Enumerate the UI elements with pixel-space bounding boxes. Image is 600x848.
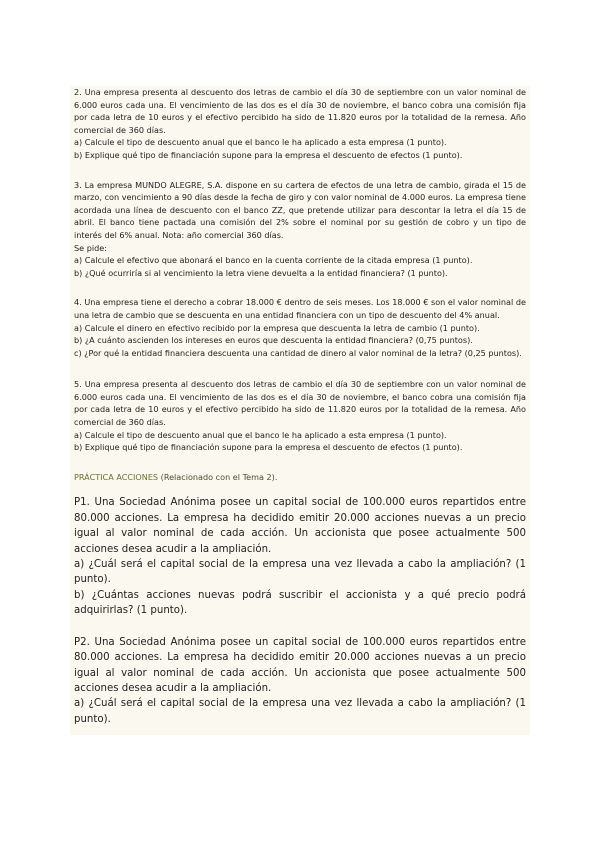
question-a: a) Calcule el efectivo que abonará el banco en la cuenta corriente de la citada empresa (1 punto). bbox=[74, 255, 473, 266]
question-b: b) Explique qué tipo de financiación supone para la empresa el descuento de efectos (1 punto). bbox=[74, 442, 463, 453]
problem-prompt: Se pide: bbox=[74, 242, 107, 253]
question-b: b) ¿Qué ocurriría si al vencimiento la letra viene devuelta a la entidad financiera? (1 punto). bbox=[74, 267, 448, 278]
question-a: a) ¿Cuál será el capital social de la empresa una vez llevada a cabo la ampliación? (1 punto). bbox=[74, 698, 526, 725]
question-b: b) Explique qué tipo de financiación supone para la empresa el descuento de efectos (1 punto). bbox=[74, 149, 463, 160]
problem-statement: 4. Una empresa tiene el derecho a cobrar 18.000 € dentro de seis meses. Los 18.000 € son el valor nominal de una letra de cambio que se descuenta en una entidad financiera con un tipo de descuento del 4% anual. bbox=[74, 297, 526, 320]
page-content bbox=[74, 86, 526, 735]
question-a: a) Calcule el dinero en efectivo recibido por la empresa que descuenta la letra de cambio (1 punto). bbox=[74, 322, 480, 333]
section-title-text: PRÁCTICA ACCIONES bbox=[74, 471, 159, 482]
problem-statement: 2. Una empresa presenta al descuento dos letras de cambio el día 30 de septiembre con un valor nominal de 6.000 euros cada una. El vencimiento de las dos es el día 30 de noviembre, el banco cobra una comisión fija por cada letra de 10 euros y el efectivo percibido ha sido de 11.820 euros por la totalidad de la remesa. Año comercial de 360 días. bbox=[74, 87, 526, 135]
question-a: a) ¿Cuál será el capital social de la empresa una vez llevada a cabo la ampliación? (1 punto). bbox=[74, 559, 526, 586]
practice-1 bbox=[74, 495, 526, 618]
problem-2 bbox=[74, 86, 526, 162]
question-b: b) ¿A cuánto ascienden los intereses en euros que descuenta la entidad financiera? (0,75 puntos). bbox=[74, 335, 473, 346]
problem-statement: 5. Una empresa presenta al descuento dos letras de cambio el día 30 de septiembre con un valor nominal de 6.000 euros cada una. El vencimiento de las dos es el día 30 de noviembre, el banco cobra una comisión fija por cada letra de 10 euros y el efectivo percibido ha sido de 11.820 euros por la totalidad de la remesa. Año comercial de 360 días. bbox=[74, 379, 526, 428]
question-b: b) ¿Cuántas acciones nuevas podrá suscribir el accionista y a qué precio podrá adquirirlas? (1 punto). bbox=[74, 589, 526, 617]
problem-4 bbox=[74, 296, 526, 359]
question-c: c) ¿Por qué la entidad financiera descuenta una cantidad de dinero al valor nominal de la letra? (0,25 puntos). bbox=[74, 347, 522, 358]
section-subtitle: (Relacionado con el Tema 2). bbox=[160, 471, 278, 482]
section-title bbox=[74, 471, 526, 484]
practice-statement: P1. Una Sociedad Anónima posee un capital social de 100.000 euros repartidos entre 80.000 acciones. La empresa ha decidido emitir 20.000 acciones nuevas a un precio igual al valor nominal de cada acción. Un accionista que posee actualmente 500 acciones desea acudir a la ampliación. bbox=[74, 497, 526, 555]
question-a: a) Calcule el tipo de descuento anual que el banco le ha aplicado a esta empresa (1 punto). bbox=[74, 137, 447, 148]
problem-statement: 3. La empresa MUNDO ALEGRE, S.A. dispone en su cartera de efectos de una letra de cambio, girada el 15 de marzo, con vencimiento a 90 días desde la fecha de giro y con valor nominal de 4.000 euros. La empresa tiene acordada una línea de descuento con el banco ZZ, que pretende utilizar para descontar la letra el día 15 de abril. El banco tiene pactada una comisión del 2% sobre el nominal por su gestión de cobro y un tipo de interés del 6% anual. Nota: año comercial 360 días. bbox=[74, 179, 526, 240]
question-a: a) Calcule el tipo de descuento anual que el banco le ha aplicado a esta empresa (1 punto). bbox=[74, 429, 447, 440]
practices-block bbox=[70, 495, 530, 735]
practice-statement: P2. Una Sociedad Anónima posee un capital social de 100.000 euros repartidos entre 80.000 acciones. La empresa ha decidido emitir 20.000 acciones nuevas a un precio igual al valor nominal de cada acción. Un accionista que posee actualmente 500 acciones desea acudir a la ampliación. bbox=[74, 636, 526, 694]
practice-2 bbox=[74, 635, 526, 727]
problems-block bbox=[70, 86, 530, 495]
problem-3 bbox=[74, 179, 526, 280]
problem-5 bbox=[74, 378, 526, 454]
